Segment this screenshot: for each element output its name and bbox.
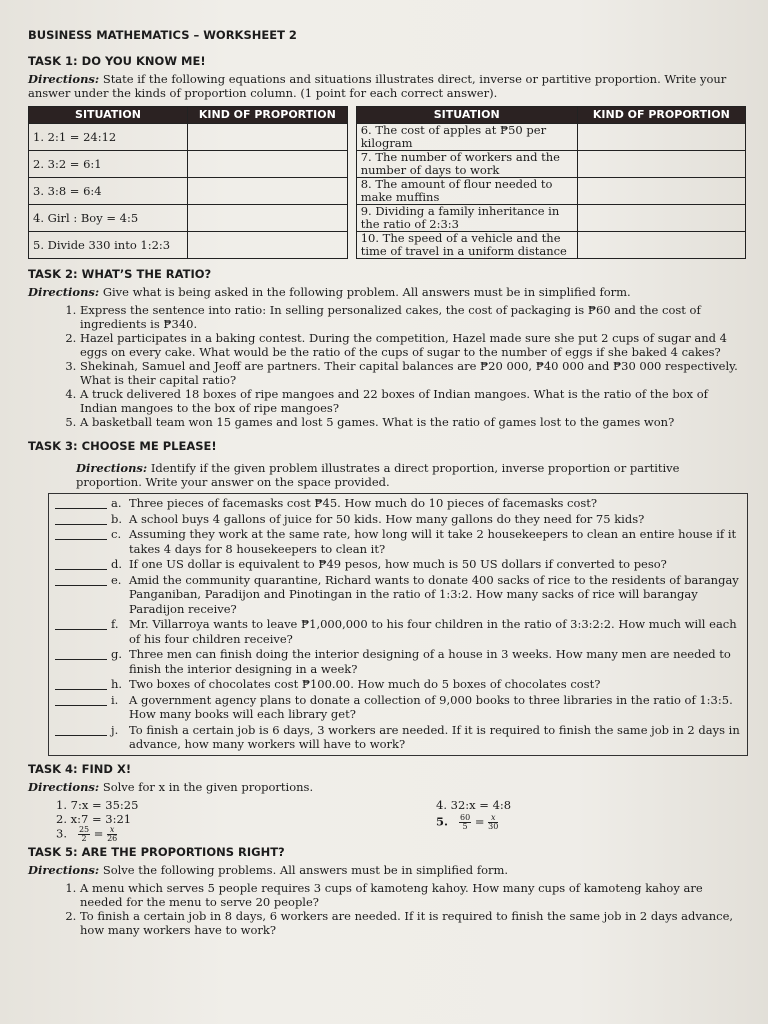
answer-cell[interactable]	[577, 178, 745, 205]
task2-list	[28, 303, 746, 429]
list-item: h. Two boxes of chocolates cost ₱100.00. How much do 5 boxes of chocolates cost?	[55, 677, 741, 692]
task3-directions	[76, 461, 746, 489]
table-row	[356, 178, 745, 205]
list-item: c. Assuming they work at the same rate, how long will it take 2 housekeepers to clean an entire house if it takes 4 days for 8 housekeepers to clean it?	[55, 527, 741, 556]
situation-cell: 4. Girl : Boy = 4:5	[29, 205, 188, 232]
task4-directions	[28, 780, 746, 794]
answer-cell[interactable]	[188, 232, 348, 259]
proportion-1: 1. 7:x = 35:25	[56, 797, 139, 812]
answer-cell[interactable]	[577, 151, 745, 178]
directions-label: Directions:	[76, 461, 148, 475]
answer-cell[interactable]	[577, 205, 745, 232]
table-row	[356, 205, 745, 232]
answer-blank[interactable]	[55, 617, 107, 630]
answer-cell[interactable]	[577, 124, 745, 151]
task2-directions	[28, 285, 746, 299]
answer-cell[interactable]	[188, 151, 348, 178]
task1-tables	[28, 106, 746, 259]
situation-cell: 1. 2:1 = 24:12	[29, 124, 188, 151]
answer-blank[interactable]	[55, 557, 107, 570]
task3-box	[48, 493, 748, 756]
fraction: $\frac{x}{30}$	[488, 812, 499, 831]
directions-text: Give what is being asked in the following problem. All answers must be in simplified form.	[102, 285, 631, 299]
directions-text: Solve for x in the given proportions.	[102, 779, 314, 794]
list-item: 4. A truck delivered 18 boxes of ripe mangoes and 22 boxes of Indian mangoes. What is the ratio of the box of Indian mangoes to the box of ripe mangoes?	[80, 387, 746, 415]
directions-text: Identify if the given problem illustrates a direct proportion, inverse proportion or partitive proportion. Write your answer on the space provided.	[76, 461, 680, 489]
col-kind: KIND OF PROPORTION	[188, 107, 348, 124]
answer-cell[interactable]	[188, 205, 348, 232]
proportion-3: 3. $\frac{25}{2}$ = $\frac{x}{26}$	[56, 824, 118, 843]
list-item: b. A school buys 4 gallons of juice for 50 kids. How many gallons do they need for 75 kids?	[55, 512, 741, 527]
table-row	[356, 151, 745, 178]
answer-blank[interactable]	[55, 527, 107, 540]
table-row	[29, 232, 348, 259]
list-item: e. Amid the community quarantine, Richard wants to donate 400 sacks of rice to the residents of barangay Panganiban, Paradijon and Pinotingan in the ratio of 1:3:2. How many sacks of rice will barangay Paradijon receive?	[55, 573, 741, 617]
task5-directions	[28, 863, 746, 877]
answer-blank[interactable]	[55, 573, 107, 586]
proportion-4: 4. 32:x = 4:8	[436, 797, 512, 812]
task3-heading: TASK 3: CHOOSE ME PLEASE!	[28, 439, 217, 453]
answer-blank[interactable]	[55, 693, 107, 706]
answer-cell[interactable]	[188, 124, 348, 151]
col-situation: SITUATION	[29, 107, 188, 124]
answer-cell[interactable]	[188, 178, 348, 205]
situation-table-right	[356, 106, 746, 259]
answer-blank[interactable]	[55, 647, 107, 660]
table-row	[29, 124, 348, 151]
list-item: g. Three men can finish doing the interior designing of a house in 3 weeks. How many men are needed to finish the interior designing in a week?	[55, 647, 741, 676]
task2-heading: TASK 2: WHAT’S THE RATIO?	[28, 267, 212, 281]
answer-blank[interactable]	[55, 723, 107, 736]
proportion-2: 2. x:7 = 3:21	[56, 811, 132, 826]
directions-label: Directions:	[28, 779, 100, 794]
situation-cell: 5. Divide 330 into 1:2:3	[29, 232, 188, 259]
task4-heading: TASK 4: FIND X!	[28, 761, 132, 776]
fraction: $\frac{25}{2}$	[78, 824, 90, 843]
directions-text: State if the following equations and situations illustrates direct, inverse or partitive proportion. Write your answer under the kinds of proportion column. (1 point for each correct answer).	[28, 72, 727, 100]
table-row	[29, 205, 348, 232]
task4-proportions	[28, 798, 746, 843]
list-item: a. Three pieces of facemasks cost ₱45. How much do 10 pieces of facemasks cost?	[55, 496, 741, 511]
col-situation: SITUATION	[356, 107, 577, 124]
table-row	[29, 151, 348, 178]
table-row	[29, 178, 348, 205]
situation-cell: 8. The amount of flour needed to make muffins	[356, 178, 577, 205]
list-item: 1. Express the sentence into ratio: In selling personalized cakes, the cost of packaging is ₱60 and the cost of ingredients is ₱340.	[80, 303, 746, 331]
table-row	[356, 232, 745, 259]
fraction: $\frac{x}{26}$	[107, 824, 118, 843]
answer-blank[interactable]	[55, 496, 107, 509]
situation-table-left	[28, 106, 348, 259]
directions-label: Directions:	[28, 72, 100, 86]
list-item: 2. To finish a certain job in 8 days, 6 workers are needed. If it is required to finish the same job in 2 days advance, how many workers have to work?	[80, 909, 746, 937]
situation-cell: 9. Dividing a family inheritance in the ratio of 2:3:3	[356, 205, 577, 232]
list-item: i. A government agency plans to donate a collection of 9,000 books to three libraries in the ratio of 1:3:5. How many books will each library get?	[55, 693, 741, 722]
list-item: j. To finish a certain job is 6 days, 3 workers are needed. If it is required to finish the same job in 2 days in advance, how many workers will have to work?	[55, 723, 741, 752]
situation-cell: 2. 3:2 = 6:1	[29, 151, 188, 178]
col-kind: KIND OF PROPORTION	[577, 107, 745, 124]
list-item: d. If one US dollar is equivalent to ₱49 pesos, how much is 50 US dollars if converted to peso?	[55, 557, 741, 572]
answer-blank[interactable]	[55, 677, 107, 690]
list-item: 1. A menu which serves 5 people requires 3 cups of kamoteng kahoy. How many cups of kamoteng kahoy are needed for the menu to serve 20 people?	[80, 881, 746, 909]
list-item: f. Mr. Villarroya wants to leave ₱1,000,000 to his four children in the ratio of 3:3:2:2. How much will each of his four children receive?	[55, 617, 741, 646]
worksheet-title: BUSINESS MATHEMATICS – WORKSHEET 2	[28, 28, 297, 42]
situation-cell: 7. The number of workers and the number of days to work	[356, 151, 577, 178]
list-item: 3. Shekinah, Samuel and Jeoff are partners. Their capital balances are ₱20 000, ₱40 000 and ₱30 000 respectively. What is their capital ratio?	[80, 359, 746, 387]
list-item: 2. Hazel participates in a baking contest. During the competition, Hazel made sure she put 2 cups of sugar and 4 eggs on every cake. What would be the ratio of the cups of sugar to the number of eggs if she baked 4 cakes?	[80, 331, 746, 359]
task1-directions	[28, 72, 746, 100]
proportion-5: 5. $\frac{60}{5}$ = $\frac{x}{30}$	[436, 812, 499, 831]
directions-text: Solve the following problems. All answers must be in simplified form.	[102, 862, 509, 877]
directions-label: Directions:	[28, 862, 100, 877]
answer-blank[interactable]	[55, 512, 107, 525]
fraction: $\frac{60}{5}$	[459, 812, 471, 831]
situation-cell: 6. The cost of apples at ₱50 per kilogram	[356, 124, 577, 151]
table-row	[356, 124, 745, 151]
task5-list	[28, 881, 746, 937]
situation-cell: 3. 3:8 = 6:4	[29, 178, 188, 205]
answer-cell[interactable]	[577, 232, 745, 259]
task5-heading: TASK 5: ARE THE PROPORTIONS RIGHT?	[28, 844, 285, 859]
directions-label: Directions:	[28, 285, 100, 299]
list-item: 5. A basketball team won 15 games and lost 5 games. What is the ratio of games lost to the games won?	[80, 415, 746, 429]
situation-cell: 10. The speed of a vehicle and the time of travel in a uniform distance	[356, 232, 577, 259]
task1-heading: TASK 1: DO YOU KNOW ME!	[28, 54, 206, 68]
